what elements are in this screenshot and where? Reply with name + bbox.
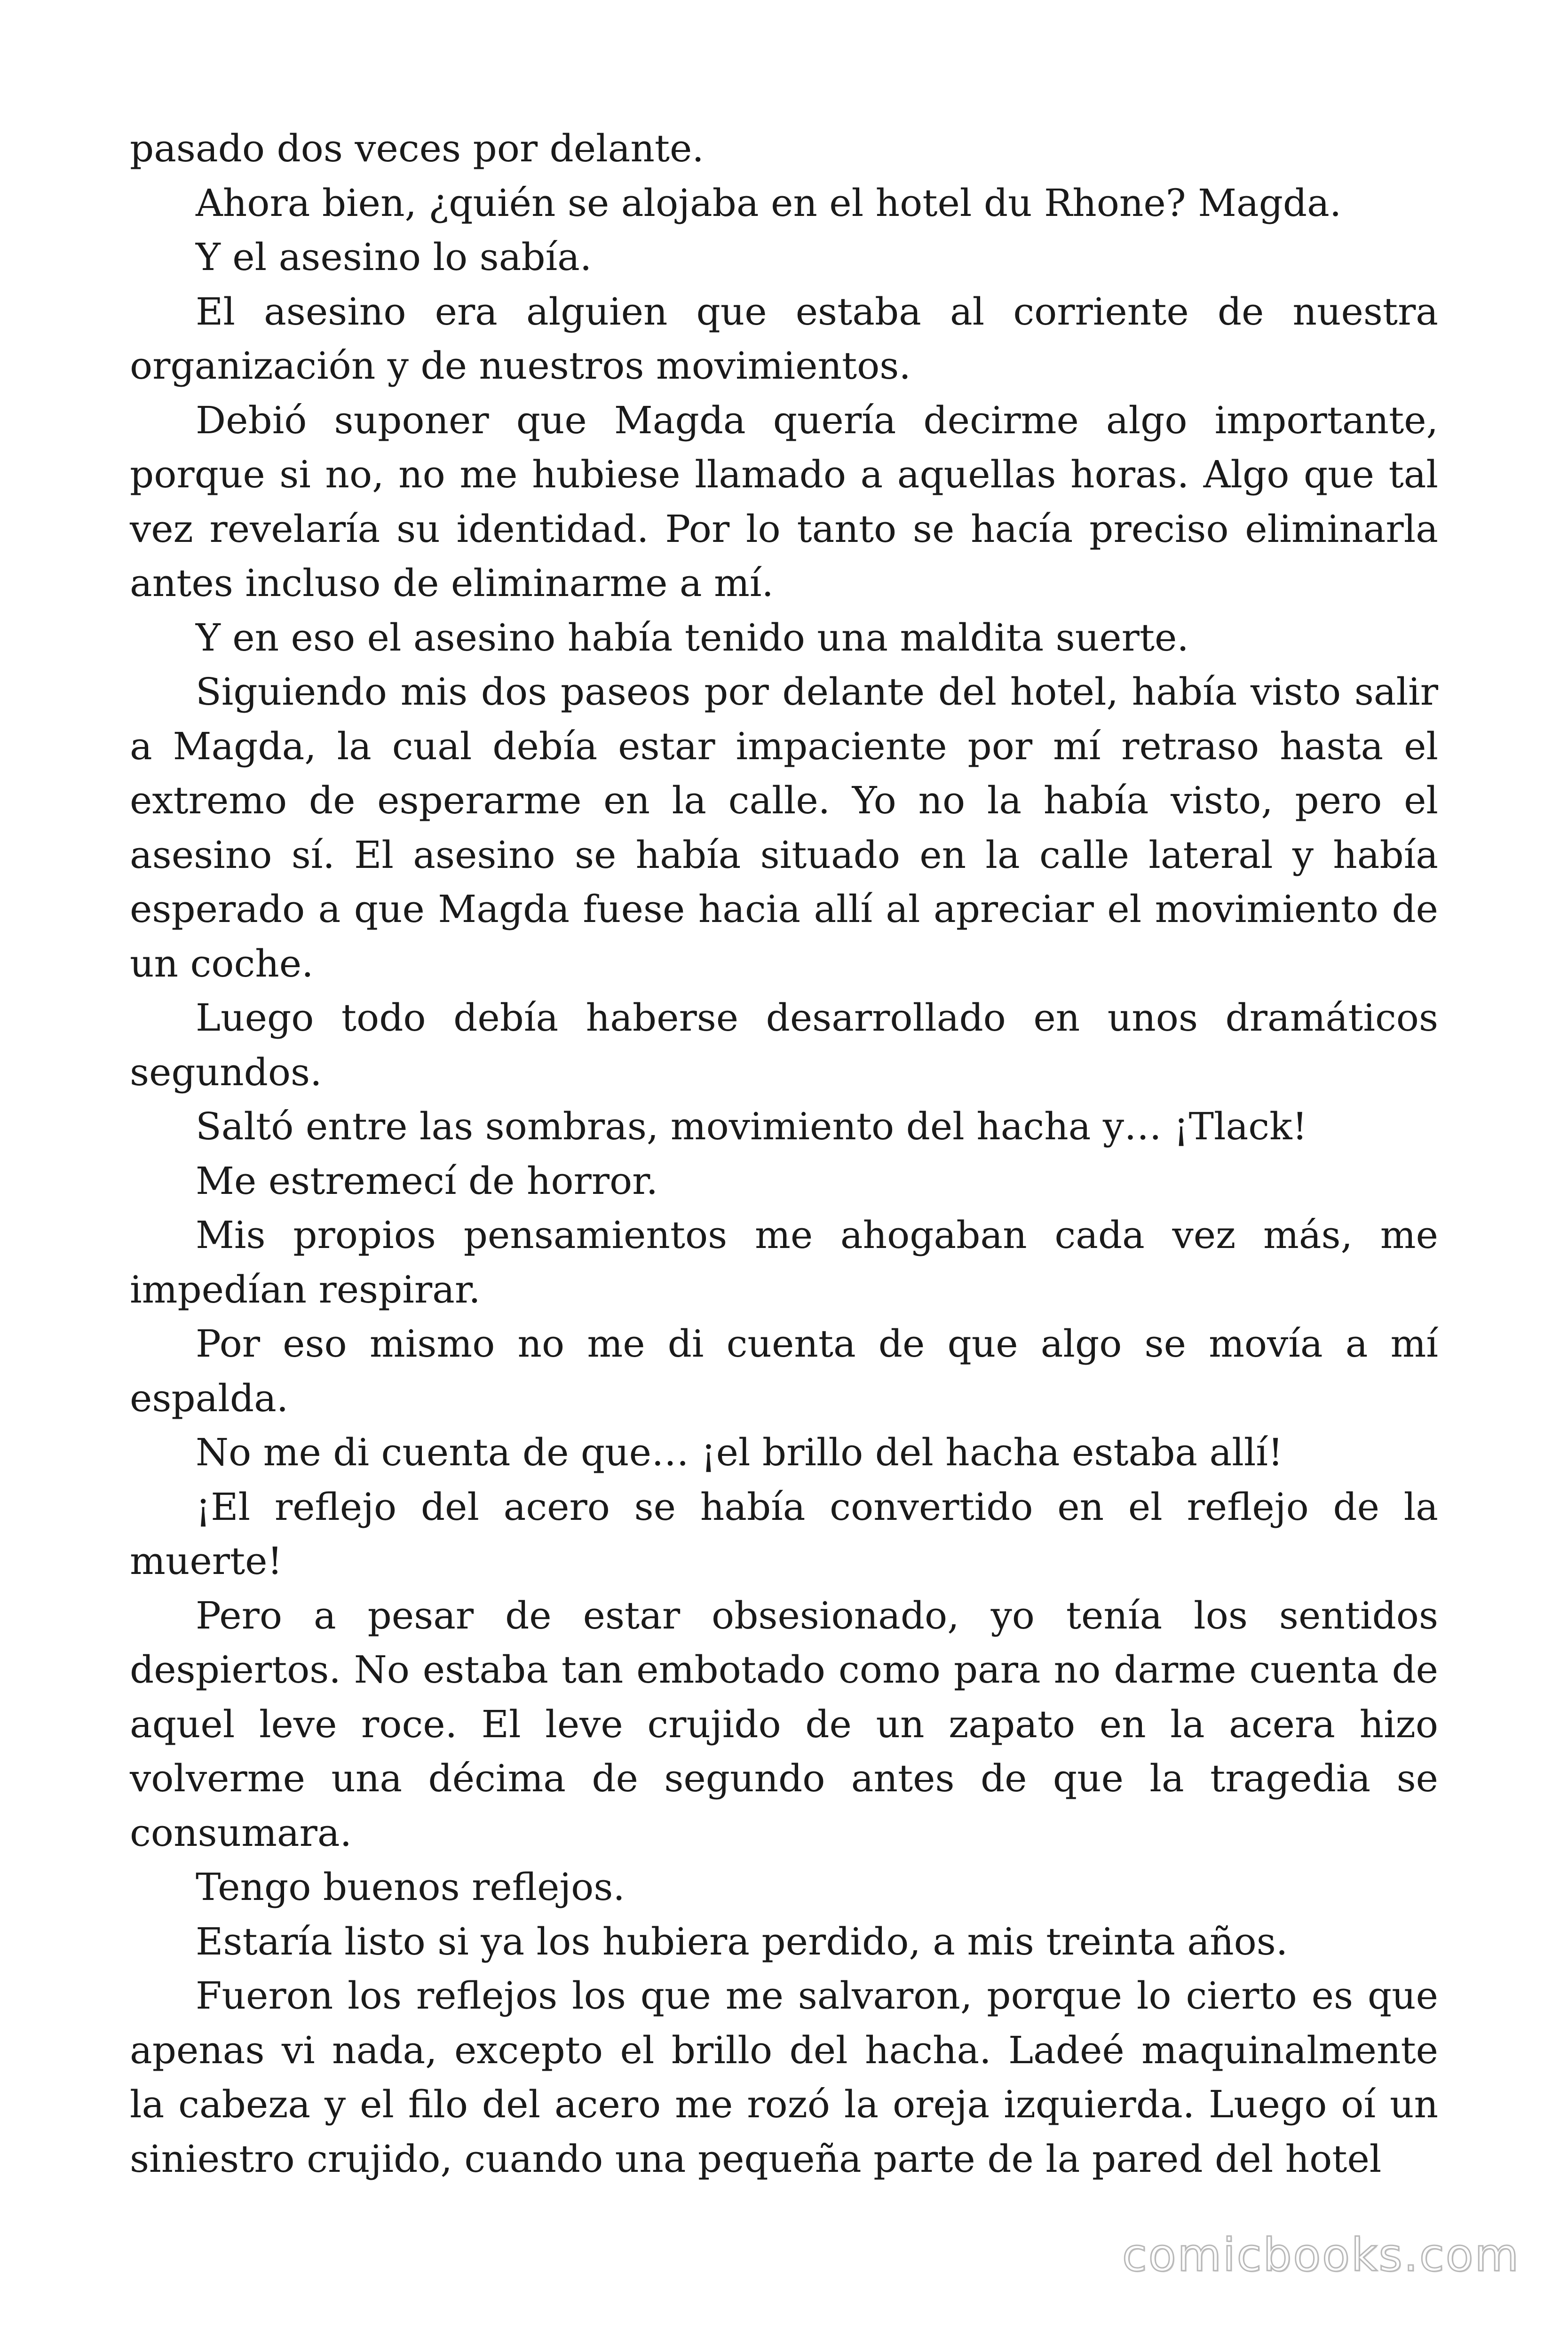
paragraph: Saltó entre las sombras, movimiento del hacha y… ¡Tlack! bbox=[196, 1104, 1307, 1148]
paragraph: Siguiendo mis dos paseos por delante del hotel, había visto salir a Magda, la cual debía estar impaciente por mí retraso hasta el extremo de esperarme en la calle. Yo no la había visto, pero el asesino sí. El asesino se había situado en la calle lateral y había esperado a que Magda fuese hacia allí al apreciar el movimiento de un coche. bbox=[130, 670, 1438, 985]
paragraph: Luego todo debía haberse desarrollado en unos dramáticos segundos. bbox=[130, 996, 1438, 1094]
paragraph: Estaría listo si ya los hubiera perdido, a mis treinta años. bbox=[196, 1919, 1288, 1963]
paragraph: Me estremecí de horror. bbox=[196, 1159, 658, 1203]
paragraph: Por eso mismo no me di cuenta de que algo se movía a mí espalda. bbox=[130, 1322, 1438, 1420]
paragraph: Y el asesino lo sabía. bbox=[196, 235, 592, 279]
paragraph: ¡El reflejo del acero se había convertido en el reflejo de la muerte! bbox=[130, 1485, 1438, 1583]
paragraph: Mis propios pensamientos me ahogaban cada vez más, me impedían respirar. bbox=[130, 1213, 1438, 1311]
paragraph: Tengo buenos reflejos. bbox=[196, 1865, 625, 1909]
paragraph: El asesino era alguien que estaba al corriente de nuestra organización y de nuestros movimientos. bbox=[130, 289, 1438, 388]
paragraph: Y en eso el asesino había tenido una maldita suerte. bbox=[196, 615, 1189, 660]
paragraph: No me di cuenta de que… ¡el brillo del hacha estaba allí! bbox=[196, 1430, 1283, 1474]
paragraph: Pero a pesar de estar obsesionado, yo tenía los sentidos despiertos. No estaba tan embotado como para no darme cuenta de aquel leve roce. El leve crujido de un zapato en la acera hizo volverme una décima de segundo antes de que la tragedia se consumara. bbox=[130, 1593, 1438, 1855]
watermark-logo: comicbooks.com bbox=[1122, 2229, 1520, 2281]
paragraph: Debió suponer que Magda quería decirme algo importante, porque si no, no me hubiese llamado a aquellas horas. Algo que tal vez revelaría su identidad. Por lo tanto se hacía preciso eliminarla antes incluso de eliminarme a mí. bbox=[130, 398, 1438, 605]
page-body bbox=[130, 121, 1438, 2186]
paragraph: Ahora bien, ¿quién se alojaba en el hotel du Rhone? Magda. bbox=[196, 181, 1342, 225]
paragraph: pasado dos veces por delante. bbox=[130, 127, 704, 170]
paragraph: Fueron los reflejos los que me salvaron, porque lo cierto es que apenas vi nada, excepto el brillo del hacha. Ladeé maquinalmente la cabeza y el filo del acero me rozó la oreja izquierda. Luego oí un siniestro crujido, cuando una pequeña parte de la pared del hotel bbox=[130, 1974, 1438, 2181]
